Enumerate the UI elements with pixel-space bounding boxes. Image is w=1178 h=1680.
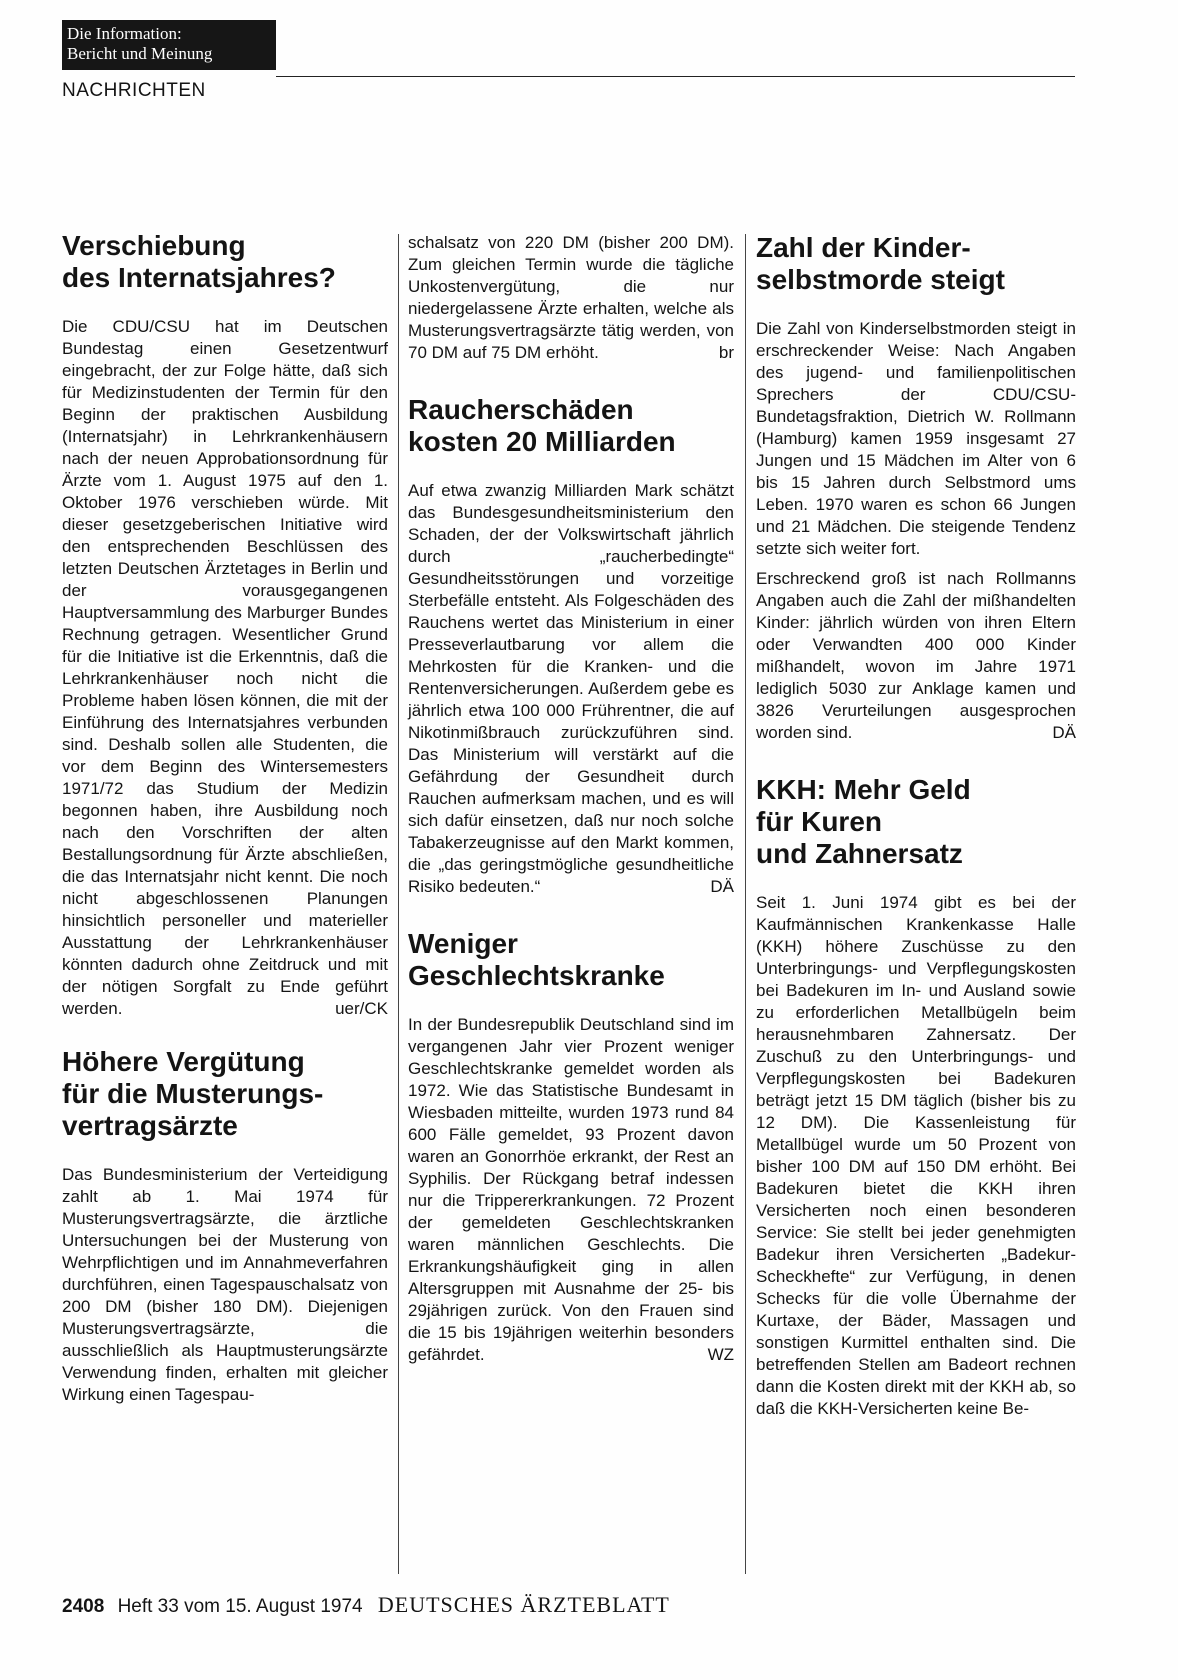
article-raucherschaeden bbox=[408, 394, 734, 898]
headline-line: Weniger bbox=[408, 928, 518, 959]
column-3 bbox=[756, 232, 1076, 1420]
article-kinderselbstmorde bbox=[756, 232, 1076, 744]
article-body: Seit 1. Juni 1974 gibt es bei der Kaufmännischen Krankenkasse Halle (KKH) höhere Zuschüsse zu den Unterbringungs- und Verpflegungskosten bei Badekuren im In- und Ausland sowie zu erforderlichen Metallbügeln beim herausnehmbaren Zahnersatz. Der Zuschuß zu den Unterbringungs- und Verpflegungskosten bei Badekuren beträgt jetzt 15 DM täglich (bisher bis zu 12 DM). Die Kassenleistung für Metallbügel wurde um 50 Prozent von bisher 100 DM auf 150 DM erhöht. Bei Badekuren bietet die KKH ihren Versicherten noch einen besonderen Service: Sie stellt bei jeder genehmigten Badekur ihren Versicherten „Badekur-Scheckhefte“ zur Verfügung, in denen Schecks für die volle Übernahme der Kurtaxe, der Bäder, Massagen und sonstigen Kurmittel enthalten sind. Die betreffenden Stellen am Badeort rechnen dann die Kosten direkt mit der KKH ab, so daß die KKH-Versicherten keine Be- bbox=[756, 893, 1076, 1418]
section-label: NACHRICHTEN bbox=[62, 80, 206, 101]
article-body bbox=[408, 480, 734, 898]
column-1 bbox=[62, 230, 388, 1406]
body-text: Die CDU/CSU hat im Deutschen Bundestag einen Gesetzentwurf eingebracht, der zur Folge hätte, daß sich für Medizinstudenten der Termin für den Beginn der praktischen Ausbildung (Internatsjahr) in Lehrkrankenhäusern nach der neuen Approbationsordnung für Ärzte vom 1. August 1975 auf den 1. Oktober 1976 verschieben würde. Mit dieser gesetzgeberischen Initiative wird den entsprechenden Beschlüssen des letzten Deutschen Ärztetages in Berlin und der vorausgegangenen Hauptversammlung des Marburger Bundes Rechnung getragen. Wesentlicher Grund für die Initiative ist die Erkenntnis, daß die Lehrkrankenhäuser noch nicht die Probleme haben lösen können, die mit der Einführung des Internatsjahres verbunden sind. Deshalb sollen alle Studenten, die vor dem Beginn des Wintersemesters 1971/72 das Studium der Medizin begonnen haben, ihre Ausbildung noch nach den Vorschriften der alten Bestallungsordnung für Ärzte abschließen, die das Internatsjahr nicht kennt. Die noch nicht abgeschlossenen Planungen hinsichtlich personeller und materieller Ausstattung der Lehrkrankenhäuser könnten dadurch ohne Zeitdruck und mit der nötigen Sorgfalt zu Ende geführt werden. bbox=[62, 317, 388, 1018]
body-text: Erschreckend groß ist nach Rollmanns Angaben auch die Zahl der mißhandelten Kinder: jährlich würden von ihren Eltern oder Verwandten 400 000 Kinder mißhandelt, wovon im Jahre 1971 lediglich 5030 zur Anklage kamen und 3826 Verurteilungen ausgesprochen worden sind. bbox=[756, 569, 1076, 742]
author-signature: DÄ bbox=[710, 877, 734, 896]
headline bbox=[756, 232, 1076, 296]
page-number: 2408 bbox=[62, 1596, 105, 1617]
headline bbox=[408, 394, 734, 458]
body-text: schalsatz von 220 DM (bisher 200 DM). Zum gleichen Termin wurde die tägliche Unkostenvergütung, die nur niedergelassene Ärzte erhalten, welche als Musterungsvertragsärzte tätig werden, von 70 DM auf 75 DM erhöht. bbox=[408, 233, 734, 362]
article-musterungsvertragsaerzte bbox=[62, 1046, 388, 1406]
column-divider bbox=[745, 234, 746, 1574]
header-rule bbox=[276, 76, 1075, 77]
headline-line: für die Musterungs- bbox=[62, 1078, 324, 1109]
headline bbox=[62, 1046, 388, 1142]
headline-line: Höhere Vergütung bbox=[62, 1046, 305, 1077]
headline bbox=[408, 928, 734, 992]
author-signature: WZ bbox=[707, 1345, 734, 1364]
headline-line: Verschiebung bbox=[62, 230, 246, 261]
headline-line: für Kuren bbox=[756, 806, 882, 837]
article-kkh bbox=[756, 774, 1076, 1420]
body-text: Auf etwa zwanzig Milliarden Mark schätzt das Bundesgesundheitsministerium den Schaden, der der Volkswirtschaft jährlich durch „raucherbedingte“ Gesundheitsstörungen und vorzeitige Sterbefälle entsteht. Als Folgeschäden des Rauchens wertet das Ministerium in einer Presseverlautbarung vor allem die Mehrkosten für die Kranken- und die Rentenversicherungen. Außerdem gebe es jährlich etwa 100 000 Frührentner, die auf Nikotinmißbrauch zurückzuführen sind. Das Ministerium will verstärkt auf die Gefährdung der Gesundheit durch Rauchen aufmerksam machen, und es will sich dafür einsetzen, daß nur noch solche Tabakerzeugnisse auf den Markt kommen, die „das geringstmögliche gesundheitliche Risiko bedeuten.“ bbox=[408, 481, 734, 896]
headline-line: des Internatsjahres? bbox=[62, 262, 336, 293]
headline-line: Raucherschäden bbox=[408, 394, 634, 425]
article-body: Die Zahl von Kinderselbstmorden steigt in erschreckender Weise: Nach Angaben des jugend- und familienpolitischen Sprechers der CDU/CSU-Bundetagsfraktion, Dietrich W. Rollmann (Hamburg) kamen 1959 insgesamt 27 Jungen und 15 Mädchen im Alter von 6 bis 15 Jahren durch Selbstmord ums Leben. 1970 waren es schon 66 Jungen und 21 Mädchen. Die steigende Tendenz setzte sich weiter fort. bbox=[756, 319, 1076, 558]
journal-name: DEUTSCHES ÄRZTEBLATT bbox=[377, 1592, 670, 1617]
article-body bbox=[408, 1014, 734, 1366]
page-footer bbox=[62, 1592, 670, 1618]
headline-line: Geschlechtskranke bbox=[408, 960, 665, 991]
article-internatsjahr bbox=[62, 230, 388, 1020]
headline-line: vertragsärzte bbox=[62, 1110, 238, 1141]
article-body bbox=[408, 232, 734, 364]
author-signature: DÄ bbox=[1052, 723, 1076, 742]
article-body bbox=[756, 568, 1076, 744]
author-signature: uer/CK bbox=[335, 999, 388, 1018]
article-geschlechtskranke bbox=[408, 928, 734, 1366]
headline-line: Zahl der Kinder- bbox=[756, 232, 971, 263]
body-text: In der Bundesrepublik Deutschland sind im vergangenen Jahr vier Prozent weniger Geschlechtskranke gemeldet worden als 1972. Wie das Statistische Bundesamt in Wiesbaden mitteilte, wurden 1973 rund 84 600 Fälle gemeldet, 93 Prozent davon waren an Gonorrhöe erkrankt, der Rest an Syphilis. Der Rückgang betraf indessen nur die Trippererkrankungen. 72 Prozent der gemeldeten Geschlechtskranken waren männlichen Geschlechts. Die Erkrankungshäufigkeit ging in allen Altersgruppen mit Ausnahme der 25- bis 29jährigen zurück. Von den Frauen sind die 15 bis 19jährigen weiterhin besonders gefährdet. bbox=[408, 1015, 734, 1364]
masthead-line-1: Die Information: bbox=[67, 24, 182, 43]
author-signature: br bbox=[718, 343, 734, 362]
column-2 bbox=[408, 232, 734, 1366]
article-body: Das Bundesministerium der Verteidigung zahlt ab 1. Mai 1974 für Musterungsvertragsärzte, die ärztliche Untersuchungen bei der Musterung von Wehrpflichtigen und im Annahmeverfahren durchführen, einen Tagespauschalsatz von 200 DM (bisher 180 DM). Diejenigen Musterungsvertragsärzte, die ausschließlich als Hauptmusterungsärzte Verwendung finden, erhalten mit gleicher Wirkung einen Tagespau- bbox=[62, 1165, 388, 1404]
masthead-line-2: Bericht und Meinung bbox=[67, 44, 213, 63]
headline-line: und Zahnersatz bbox=[756, 838, 963, 869]
article-musterungsvertragsaerzte-continued bbox=[408, 232, 734, 364]
issue-info: Heft 33 vom 15. August 1974 bbox=[117, 1596, 363, 1617]
headline bbox=[62, 230, 388, 294]
headline-line: selbstmorde steigt bbox=[756, 264, 1005, 295]
article-body bbox=[62, 316, 388, 1020]
headline-line: KKH: Mehr Geld bbox=[756, 774, 971, 805]
headline-line: kosten 20 Milliarden bbox=[408, 426, 676, 457]
column-divider bbox=[398, 234, 399, 1574]
headline bbox=[756, 774, 1076, 870]
masthead bbox=[62, 20, 276, 70]
